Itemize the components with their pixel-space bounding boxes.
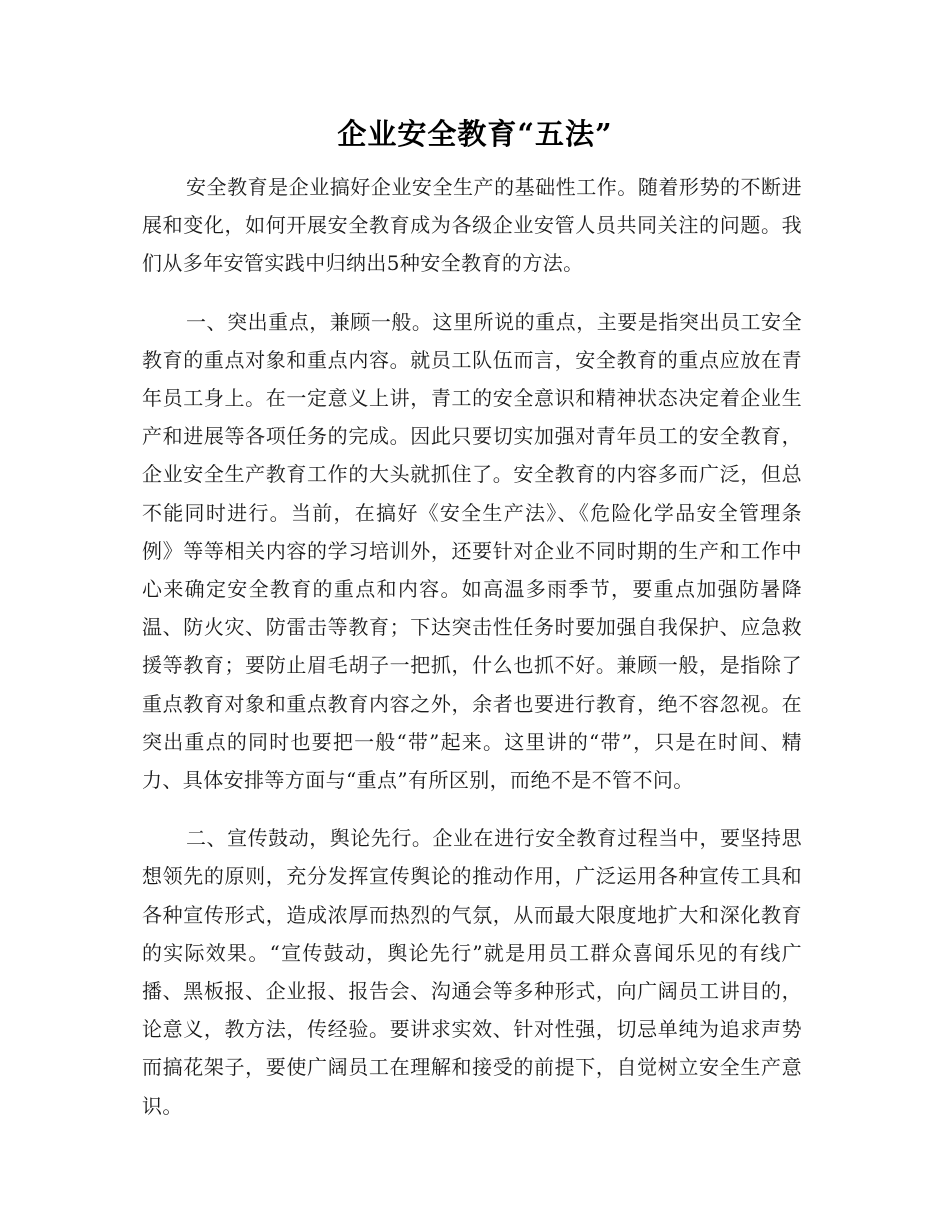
- paragraph-intro: 安全教育是企业搞好企业安全生产的基础性工作。随着形势的不断进展和变化，如何开展安全教育成为各级企业安管人员共同关注的问题。我们从多年安管实践中归纳出5种安全教育的方法。: [142, 175, 802, 276]
- paragraph-method-1: 一、突出重点，兼顾一般。这里所说的重点，主要是指突出员工安全教育的重点对象和重点内容。就员工队伍而言，安全教育的重点应放在青年员工身上。在一定意义上讲，青工的安全意识和精神状态决定着企业生产和进展等各项任务的完成。因此只要切实加强对青年员工的安全教育，企业安全生产教育工作的大头就抓住了。安全教育的内容多而广泛，但总不能同时进行。当前，在搞好《安全生产法》、《危险化学品安全管理条例》等等相关内容的学习培训外，还要针对企业不同时期的生产和工作中心来确定安全教育的重点和内容。如高温多雨季节，要重点加强防暑降温、防火灾、防雷击等教育；下达突击性任务时要加强自我保护、应急救援等教育；要防止眉毛胡子一把抓，什么也抓不好。兼顾一般，是指除了重点教育对象和重点教育内容之外，余者也要进行教育，绝不容忽视。在突出重点的同时也要把一般“带”起来。这里讲的“带”，只是在时间、精力、具体安排等方面与“重点”有所区别，而绝不是不管不问。: [142, 309, 802, 793]
- document-body: [142, 168, 802, 1145]
- document-title: 企业安全教育“五法”: [337, 117, 613, 151]
- paragraph-method-2: 二、宣传鼓动，舆论先行。企业在进行安全教育过程当中，要坚持思想领先的原则，充分发挥宣传舆论的推动作用，广泛运用各种宣传工具和各种宣传形式，造成浓厚而热烈的气氛，从而最大限度地扩大和深化教育的实际效果。“宣传鼓动，舆论先行”就是用员工群众喜闻乐见的有线广播、黑板报、企业报、报告会、沟通会等多种形式，向广阔员工讲目的，论意义，教方法，传经验。要讲求实效、针对性强，切忌单纯为追求声势而搞花架子，要使广阔员工在理解和接受的前提下，自觉树立安全生产意识。: [142, 826, 802, 1118]
